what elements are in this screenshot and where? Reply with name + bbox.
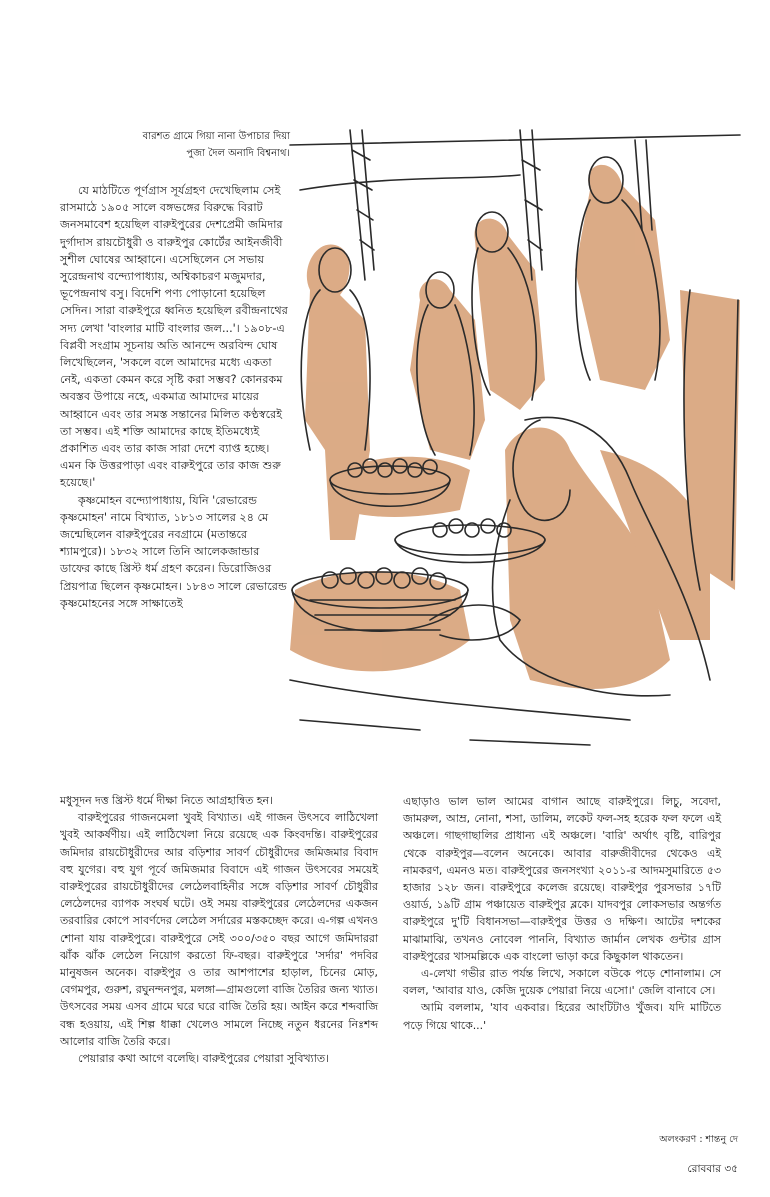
illustration-credit: অলংকরণ : শান্তনু দে: [659, 1134, 738, 1145]
illustration-caption: [95, 128, 290, 162]
paragraph: পেয়ারার কথা আগে বলেছি। বারুইপুরের পেয়ারা সুবিখ্যাত।: [78, 1052, 329, 1066]
paragraph: বারুইপুরের গাজনমেলা খুবই বিখ্যাত। এই গাজন উৎসবে লাঠিখেলা খুবই আকর্ষণীয়। এই লাঠিখেলা নিয়ে রয়েছে এক কিংবদন্তি। বারুইপুরের জমিদার রায়চৌধুরীদের আর বড়িশার সাবর্ণ চৌধুরীদের জমিজমার বিবাদ বহু যুগের। বহু যুগ পূর্বে জমিজমার বিবাদে এই গাজন উৎসবের সময়েই বারুইপুরের রায়চৌধুরীদের লেঠেলবাহিনীর সঙ্গে বড়িশার সাবর্ণ চৌধুরীর লেঠেলদের ব্যাপক সংঘর্ষ ঘটে। ওই সময় বারুইপুরের লেঠেলদের একজন তরবারির কোপে সাবর্ণদের লেঠেল সর্দারের মস্তকচ্ছেদ করে। এ-গল্প এখনও শোনা যায় বারুইপুরে। বারুইপুরে সেই ৩০০/৩৫০ বছর আগে জমিদাররা ঝাঁক ঝাঁক লেঠেল নিয়োগ করতো ফি-বছর। বারুইপুরে 'সর্দার' পদবির মানুষজন অনেক। বারুইপুর ও তার আশপাশের হাড়াল, চিনের মোড়, বেগমপুর, গুরুশ, রঘুনন্দনপুর, মলঙ্গা—গ্রামগুলো বাজি তৈরির জন্য খ্যাত। উৎসবের সময় এসব গ্রামে ঘরে ঘরে বাজি তৈরি হয়। আইন করে শব্দবাজি বন্ধ হওয়ায়, এই শিল্প ধাক্কা খেলেও সামলে নিচ্ছে নতুন ধরনের নিঃশব্দ আলোর বাজি তৈরি করে।: [60, 811, 378, 1048]
article-column-right: [403, 793, 721, 1034]
caption-line-1: বারশত গ্রামে গিয়া নানা উপাচার দিয়া: [142, 131, 290, 142]
paragraph: যে মাঠটিতে পূর্ণগ্রাস সূর্যগ্রহণ দেখেছিলাম সেই রাসমাঠে ১৯০৫ সালে বঙ্গভঙ্গের বিরুদ্ধে বিরাট জনসমাবেশ হয়েছিল বারুইপুরের দেশপ্রেমী জমিদার দুর্গাদাস রায়চৌধুরী ও বারুইপুর কোর্টের আইনজীবী সুশীল ঘোষের আহ্বানে। এসেছিলেন সে সভায় সুরেন্দ্রনাথ বন্দ্যোপাধ্যায়, অশ্বিকাচরণ মজুমদার, ভূপেন্দ্রনাথ বসু। বিদেশি পণ্য পোড়ানো হয়েছিল সেদিন। সারা বারুইপুরে ধ্বনিত হয়েছিল রবীন্দ্রনাথের সদ্য লেখা 'বাংলার মাটি বাংলার জল...'। ১৯০৮-এ বিপ্লবী সংগ্রাম সূচনায় অতি আনন্দে অরবিন্দ ঘোষ লিখেছিলেন, 'সকলে বলে আমাদের মধ্যে একতা নেই, একতা কেমন করে সৃষ্টি করা সম্ভব? কোনরকম অবস্তব উপায়ে নহে, একমাত্র আমাদের মায়ের আহ্বানে এবং তার সমস্ত সন্তানের মিলিত কণ্ঠস্বরেই তা সম্ভব। এই শক্তি আমাদের কাছে ইতিমধ্যেই প্রকাশিত এবং তার কাজ সারা দেশে ব্যাপ্ত হচ্ছে। এমন কি উত্তরপাড়া এবং বারুইপুরে তার কাজ শুরু হয়েছে।': [60, 184, 288, 490]
paragraph: কৃষ্ণমোহন বন্দ্যোপাধ্যায়, যিনি 'রেভারেন্ড কৃষ্ণমোহন' নামে বিখ্যাত, ১৮১৩ সালের ২৪ মে জন্মেছিলেন বারুইপুরের নবগ্রামে (মতান্তরে শ্যামপুরে)। ১৮৩২ সালে তিনি আলেকজান্ডার ডাফের কাছে খ্রিস্ট ধর্ম গ্রহণ করেন। ডিরোজিওর প্রিয়পাত্র ছিলেন কৃষ্ণমোহন। ১৮৪৩ সালে রেভারেন্ড কৃষ্ণমোহনের সঙ্গে সাক্ষাতেই: [60, 493, 287, 610]
page-footer: রোববার ৩৫: [687, 1163, 738, 1175]
paragraph: মধুসূদন দত্ত খ্রিস্ট ধর্মে দীক্ষা নিতে আগ্রহান্বিত হন।: [60, 794, 273, 807]
market-illustration: [270, 120, 748, 760]
article-column-left-top: [60, 182, 292, 612]
paragraph: আমি বললাম, 'যাব একবার। হিরের আংটিটাও খুঁজব। যদি মাটিতে পড়ে গিয়ে থাকে...': [403, 1001, 721, 1032]
article-column-left-bottom: [60, 792, 378, 1067]
paragraph: এ-লেখা গভীর রাত পর্যন্ত লিখে, সকালে বউকে পড়ে শোনালাম। সে বলল, 'আবার যাও, কেজি দুয়েক পেয়ারা নিয়ে এসো।' জেলি বানাবে সে।: [403, 967, 721, 998]
caption-line-2: পুজা দৈল অনাদি বিশ্বনাথ।: [186, 148, 290, 159]
paragraph: এছাড়াও ভাল ভাল আমের বাগান আছে বারুইপুরে। লিচু, সবেদা, জামরুল, আম্র, নোনা, শসা, ডালিম, লকেট ফল-সহ হরেক ফল ফলে এই অঞ্চলে। গাছগাছালির প্রাধান্য এই অঞ্চলে। 'বারি' অর্থাৎ বৃষ্টি, বারিপুর থেকে বারুইপুর—বলেন অনেকে। আবার বারুজীবীদের থেকেও এই নামকরণ, এমনও মত। বারুইপুরের জনসংখ্যা ২০১১-র আদমসুমারিতে ৫৩ হাজার ১২৮ জন। বারুইপুরে কলেজ রয়েছে। বারুইপুর পুরসভার ১৭টি ওয়ার্ড, ১৯টি গ্রাম পঞ্চায়েত বারুইপুর ব্লকে। যাদবপুর লোকসভার অন্তর্গত বারুইপুরে দু'টি বিধানসভা—বারুইপুর উত্তর ও দক্ষিণ। আটের দশকের মাঝামাঝি, তখনও নোবেল পাননি, বিখ্যাত জার্মান লেখক গুন্টার গ্রাস বারুইপুরের খাসমল্লিকে এক বাংলো ভাড়া করে কিছুকাল থাকতেন।: [403, 795, 721, 963]
